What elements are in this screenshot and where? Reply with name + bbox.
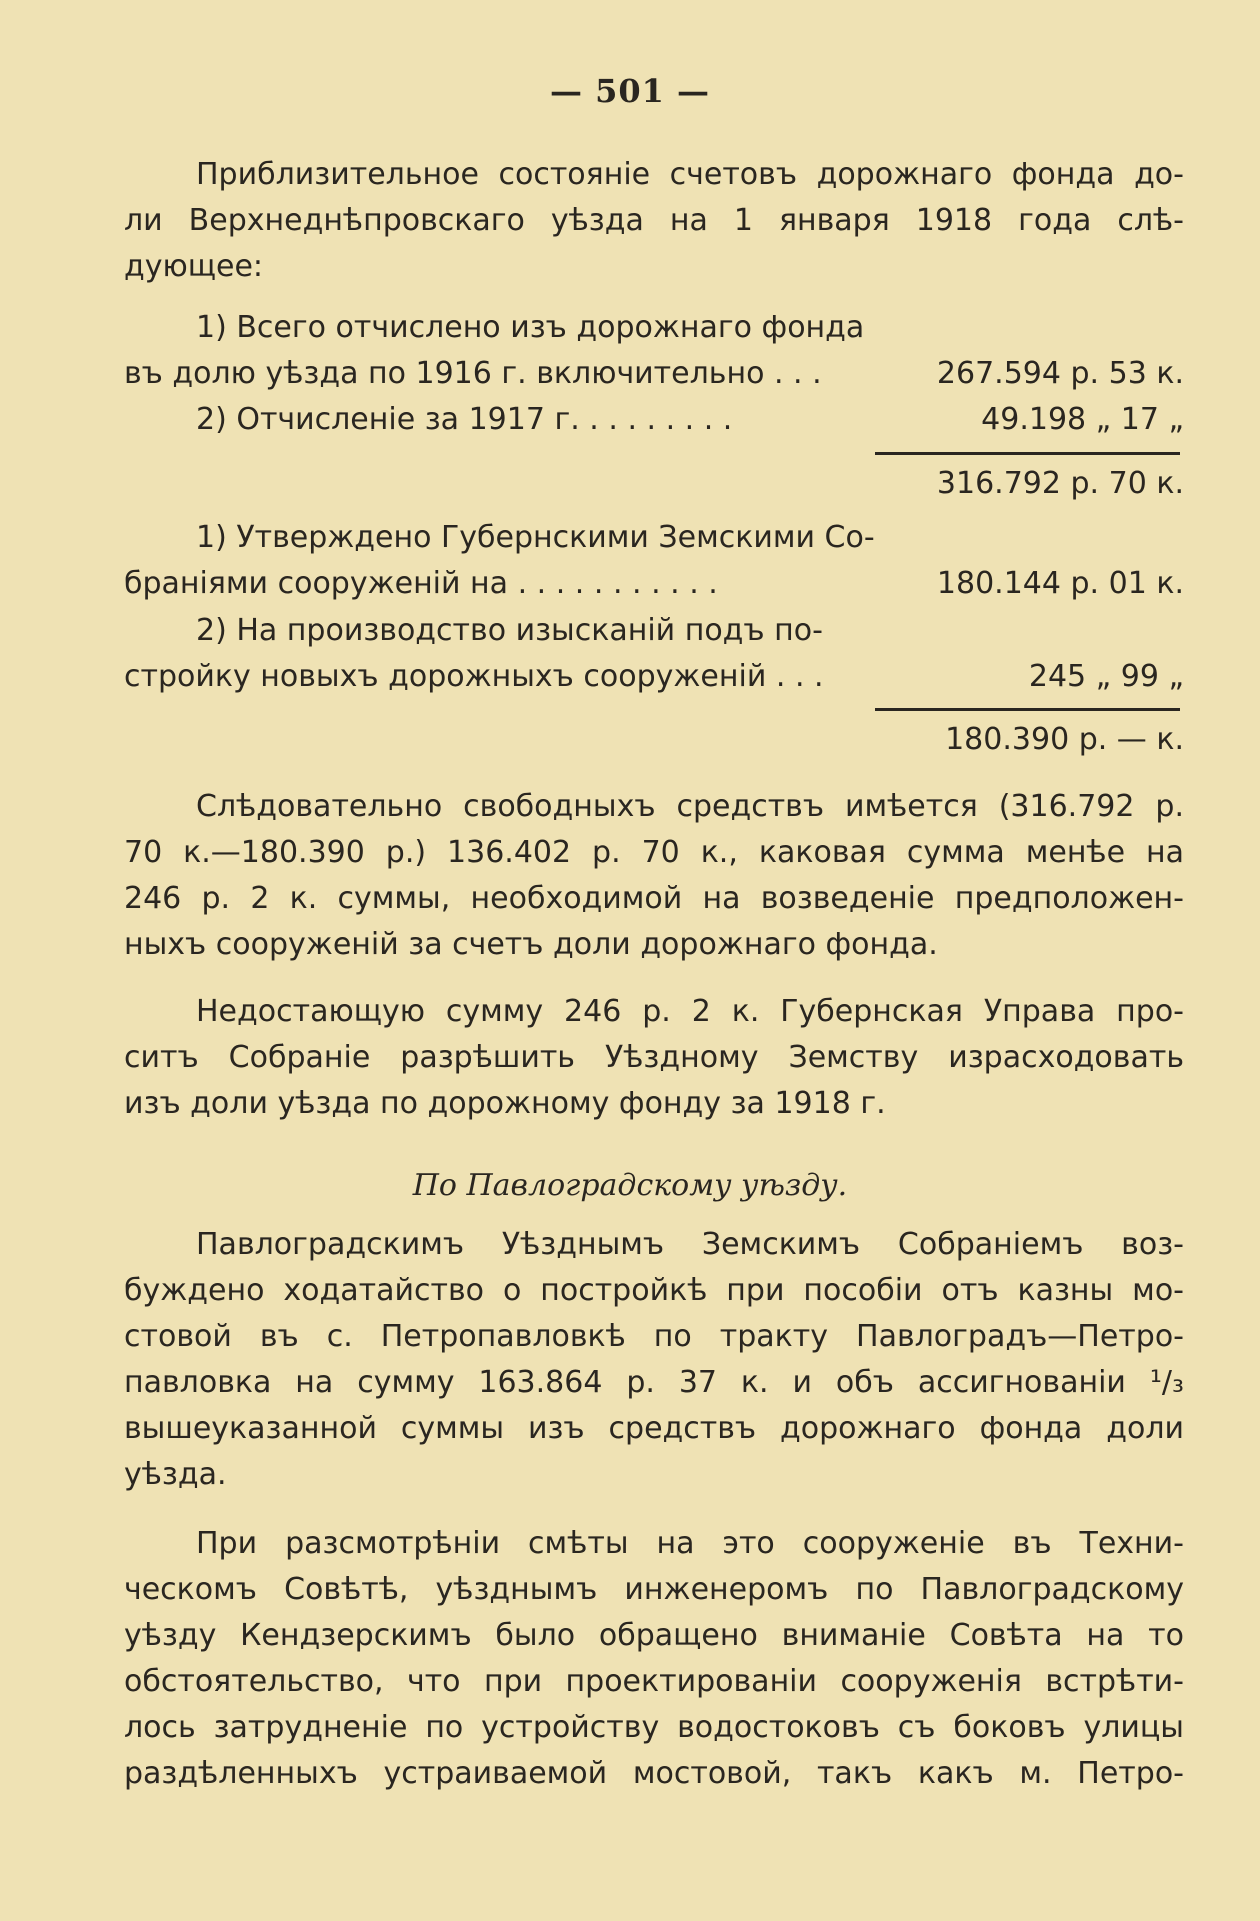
item4-label: стройку новыхъ дорожныхъ сооруженiй . . . [124, 659, 824, 694]
para1-line-1: Слѣдовательно свободныхъ средствъ имѣется (316.792 р. [196, 789, 1184, 824]
intro-line-3: дующее: [124, 249, 264, 284]
para1-line-3: 246 р. 2 к. суммы, необходимой на возведенiе предположен- [124, 881, 1184, 916]
intro-line-2: ли Верхнеднѣпровскаго уѣзда на 1 января 1918 года слѣ- [124, 203, 1184, 238]
total2-amount: 180.390 р. — к. [945, 722, 1184, 757]
sec2-para2-line-4: обстоятельство, что при проектированiи сооруженiя встрѣти- [124, 1664, 1184, 1699]
sec2-para1-line-1: Павлоградскимъ Уѣзднымъ Земскимъ Собранiемъ воз- [196, 1227, 1184, 1262]
section-heading: По Павлоградскому уѣзду. [412, 1168, 848, 1203]
item2-amount: 49.198 „ 17 „ [981, 402, 1184, 437]
total1-amount: 316.792 р. 70 к. [936, 466, 1184, 501]
para1-line-2: 70 к.—180.390 р.) 136.402 р. 70 к., каковая сумма менѣе на [124, 835, 1184, 870]
item1-label: въ долю уѣзда по 1916 г. включительно . . . [124, 356, 822, 391]
item1-amount: 267.594 р. 53 к. [936, 356, 1184, 391]
sec2-para1-line-6: уѣзда. [124, 1457, 227, 1492]
sum-rule-1 [875, 452, 1180, 455]
item3-line-1: 1) Утверждено Губернскими Земскими Со- [196, 520, 875, 555]
page-number: — 501 — [549, 72, 711, 110]
sec2-para1-line-3: стовой въ с. Петропавловкѣ по тракту Павлоградъ—Петро- [124, 1319, 1184, 1354]
sec2-para1-line-2: буждено ходатайство о постройкѣ при пособiи отъ казны мо- [124, 1273, 1184, 1308]
sec2-para1-line-5: вышеуказанной суммы изъ средствъ дорожнаго фонда доли [124, 1411, 1184, 1446]
item1-line-1: 1) Всего отчислено изъ дорожнаго фонда [196, 310, 865, 345]
sec2-para2-line-6: раздѣленныхъ устраиваемой мостовой, такъ какъ м. Петро- [124, 1756, 1184, 1791]
item2-label: 2) Отчисленiе за 1917 г. . . . . . . . . [196, 402, 733, 437]
item3-label: бранiями сооруженiй на . . . . . . . . . . . [124, 566, 718, 601]
para2-line-2: ситъ Собранiе разрѣшить Уѣздному Земству израсходовать [124, 1040, 1184, 1075]
para2-line-3: изъ доли уѣзда по дорожному фонду за 1918 г. [124, 1086, 886, 1121]
intro-line-1: Приблизительное состоянiе счетовъ дорожнаго фонда до- [196, 157, 1184, 192]
item4-amount: 245 „ 99 „ [1028, 659, 1184, 694]
sum-rule-2 [875, 708, 1180, 711]
item3-amount: 180.144 р. 01 к. [936, 566, 1184, 601]
sec2-para2-line-3: уѣзду Кендзерскимъ было обращено вниманiе Совѣта на то [124, 1618, 1184, 1653]
sec2-para2-line-5: лось затрудненiе по устройству водостоковъ съ боковъ улицы [124, 1710, 1184, 1745]
para1-line-4: ныхъ сооруженiй за счетъ доли дорожнаго фонда. [124, 927, 938, 962]
para2-line-1: Недостающую сумму 246 р. 2 к. Губернская Управа про- [196, 994, 1184, 1029]
sec2-para2-line-1: При разсмотрѣнiи смѣты на это сооруженiе въ Техни- [196, 1526, 1184, 1561]
sec2-para1-line-4: павловка на сумму 163.864 р. 37 к. и объ ассигнованiи ¹/₃ [124, 1365, 1184, 1400]
sec2-para2-line-2: ческомъ Совѣтѣ, уѣзднымъ инженеромъ по Павлоградскому [124, 1572, 1184, 1607]
item4-line-1: 2) На производство изысканiй подъ по- [196, 613, 823, 648]
